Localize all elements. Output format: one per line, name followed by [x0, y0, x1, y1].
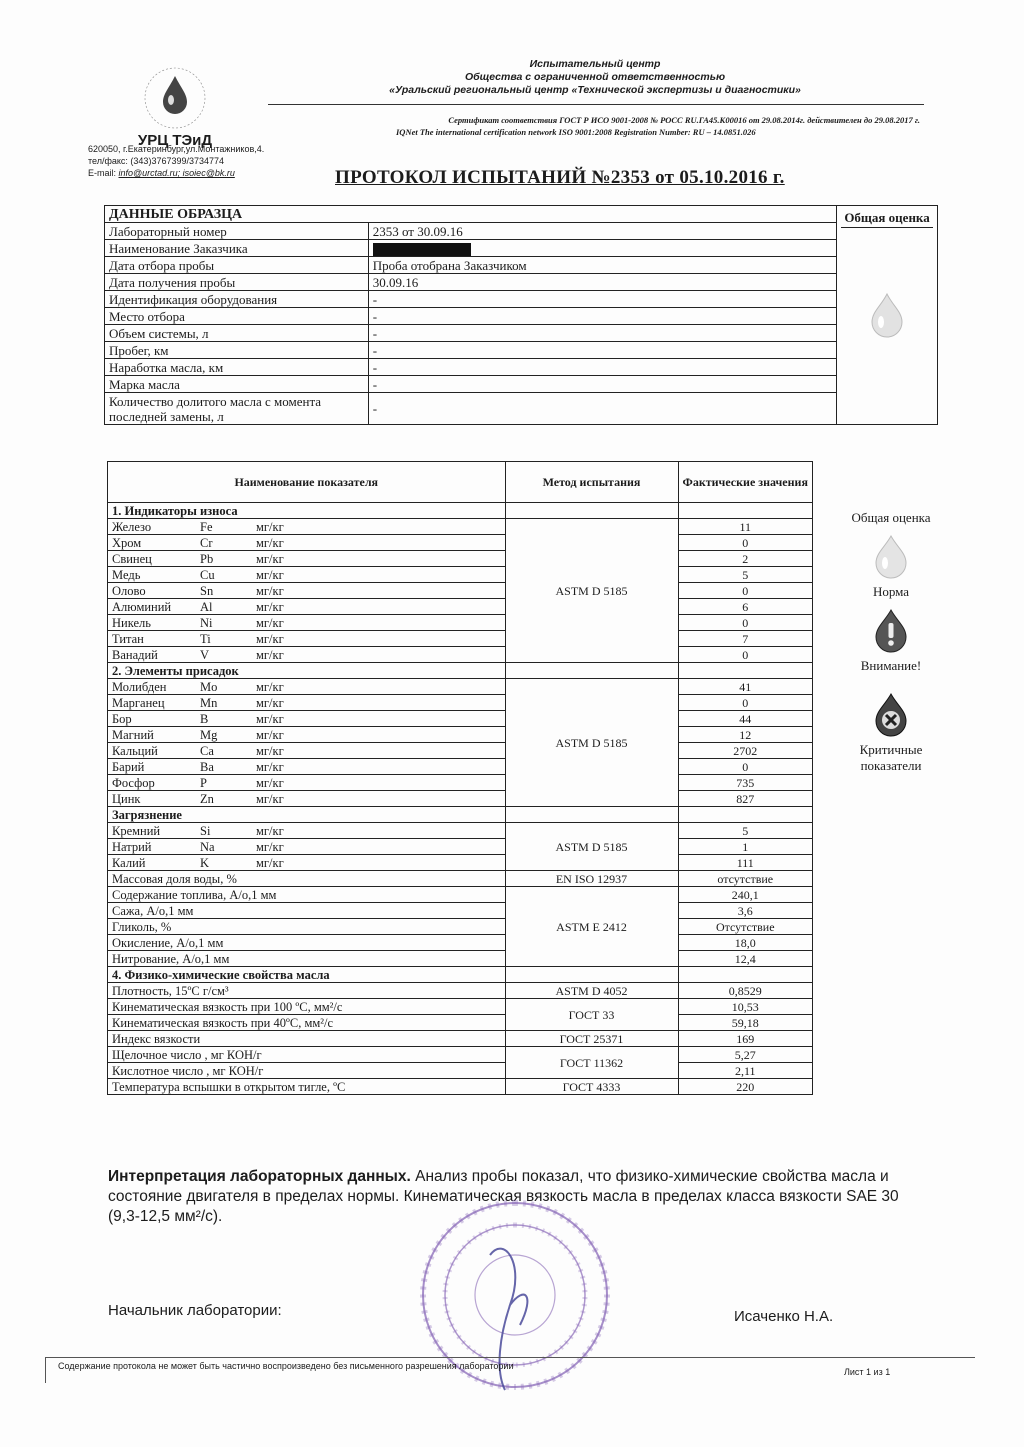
element-row — [108, 775, 506, 791]
method-cell: EN ISO 12937 — [505, 871, 678, 887]
email-label: E-mail: — [88, 168, 119, 178]
element-row — [108, 631, 506, 647]
element-row — [108, 695, 506, 711]
element-name: Фосфор — [112, 775, 155, 790]
result-value: 5,27 — [678, 1047, 813, 1063]
param-label: Индекс вязкости — [108, 1031, 506, 1047]
section-title: 4. Физико-химические свойства масла — [108, 967, 506, 983]
sample-label: Идентификация оборудования — [105, 291, 369, 308]
method-cell: ГОСТ 11362 — [505, 1047, 678, 1079]
sample-value: - — [368, 342, 836, 359]
org-line: Испытательный центр — [529, 58, 661, 70]
result-value: 5 — [678, 823, 813, 839]
method-cell: ASTM E 2412 — [505, 887, 678, 967]
logo-name: УРЦ ТЭиД — [137, 132, 213, 149]
water-label: Массовая доля воды, % — [108, 871, 506, 887]
param-label: Температура вспышки в открытом тигле, ºC — [108, 1079, 506, 1095]
element-symbol: B — [200, 711, 209, 726]
method-cell: ГОСТ 25371 — [505, 1031, 678, 1047]
legend-norm-label: Норма — [872, 584, 910, 599]
element-unit: мг/кг — [256, 695, 284, 710]
element-name: Медь — [112, 567, 141, 582]
drop-logo-icon — [135, 60, 215, 130]
legend-critical — [838, 690, 944, 774]
empty-cell — [505, 503, 678, 519]
email-value: info@urctad.ru; isoiec@bk.ru — [118, 168, 235, 178]
interpretation-title: Интерпретация лабораторных данных. — [108, 1168, 411, 1185]
result-value: 6 — [678, 599, 813, 615]
sample-label: Объем системы, л — [105, 325, 369, 342]
assessment-legend — [838, 510, 944, 780]
result-value: 18,0 — [678, 935, 813, 951]
result-value: 0 — [678, 583, 813, 599]
method-cell: ASTM D 5185 — [505, 823, 678, 871]
param-label: Содержание топлива, А/о,1 мм — [108, 887, 506, 903]
header-divider — [268, 104, 924, 105]
result-value: 0 — [678, 535, 813, 551]
overall-assessment-label: Общая оценка — [841, 206, 933, 228]
cert-line: IQNet The international certification network ISO 9001:2008 Registration Number: RU – 14.0851.026 — [396, 127, 756, 137]
element-symbol: Mg — [200, 727, 218, 742]
element-name: Алюминий — [112, 599, 172, 614]
section-title: Загрязнение — [108, 807, 506, 823]
element-unit: мг/кг — [256, 583, 284, 598]
element-row — [108, 583, 506, 599]
element-unit: мг/кг — [256, 599, 284, 614]
element-name: Кальций — [112, 743, 158, 758]
element-symbol: Ni — [200, 615, 213, 630]
element-unit: мг/кг — [256, 567, 284, 582]
element-row — [108, 791, 506, 807]
result-value: 240,1 — [678, 887, 813, 903]
element-symbol: Mn — [200, 695, 218, 710]
element-row — [108, 679, 506, 695]
element-symbol: K — [200, 855, 210, 870]
element-row — [108, 567, 506, 583]
result-value: 59,18 — [678, 1015, 813, 1031]
result-value: 5 — [678, 567, 813, 583]
element-symbol: Cr — [200, 535, 213, 550]
result-value: 0 — [678, 759, 813, 775]
element-row — [108, 551, 506, 567]
element-unit: мг/кг — [256, 791, 284, 806]
element-symbol: Fe — [200, 519, 213, 534]
element-row — [108, 647, 506, 663]
element-symbol: Zn — [200, 791, 214, 806]
element-row — [108, 839, 506, 855]
element-symbol: Na — [200, 839, 215, 854]
test-results-table — [107, 461, 813, 1095]
address-line: 620050, г.Екатеринбург,ул.Монтажников,4. — [88, 144, 265, 154]
param-label: Окисление, А/о,1 мм — [108, 935, 506, 951]
legend-norm — [838, 532, 944, 600]
result-value: 0 — [678, 647, 813, 663]
result-value: 10,53 — [678, 999, 813, 1015]
element-unit: мг/кг — [256, 759, 284, 774]
element-row — [108, 599, 506, 615]
element-row — [108, 823, 506, 839]
result-value: Отсутствие — [678, 919, 813, 935]
element-symbol: P — [200, 775, 207, 790]
result-value: 11 — [678, 519, 813, 535]
param-label: Кинематическая вязкость при 40ºC, мм²/с — [108, 1015, 506, 1031]
method-cell: ASTM D 5185 — [505, 519, 678, 663]
method-cell: ГОСТ 4333 — [505, 1079, 678, 1095]
legend-attention — [838, 606, 944, 674]
grey-drop-icon — [864, 290, 910, 340]
param-label: Кислотное число , мг КОН/г — [108, 1063, 506, 1079]
element-unit: мг/кг — [256, 519, 284, 534]
element-row — [108, 615, 506, 631]
element-name: Никель — [112, 615, 151, 630]
element-symbol: Al — [200, 599, 213, 614]
sample-section-title: ДАННЫЕ ОБРАЗЦА — [105, 206, 837, 223]
method-cell: ГОСТ 33 — [505, 999, 678, 1031]
sample-label: Наработка масла, км — [105, 359, 369, 376]
element-row — [108, 727, 506, 743]
result-value: 3,6 — [678, 903, 813, 919]
element-name: Ванадий — [112, 647, 158, 662]
param-label: Кинематическая вязкость при 100 ºC, мм²/с — [108, 999, 506, 1015]
element-name: Цинк — [112, 791, 141, 806]
result-value: 827 — [678, 791, 813, 807]
param-label: Плотность, 15ºC г/см³ — [108, 983, 506, 999]
element-row — [108, 743, 506, 759]
section-title: 1. Индикаторы износа — [108, 503, 506, 519]
cert-line: Сертификат соответствия ГОСТ Р ИСО 9001-2008 № РОСС RU.ГА45.К00016 от 29.08.2014г. действителен до 29.08.2017 г. — [448, 115, 920, 125]
result-value: 12,4 — [678, 951, 813, 967]
email-line — [88, 167, 264, 179]
company-logo — [120, 60, 230, 149]
element-symbol: Pb — [200, 551, 214, 566]
phone-line: тел/факс: (343)3767399/3734774 — [88, 156, 225, 166]
element-name: Бор — [112, 711, 132, 726]
element-symbol: Ti — [200, 631, 211, 646]
protocol-title: ПРОТОКОЛ ИСПЫТАНИЙ №2353 от 05.10.2016 г. — [335, 167, 785, 188]
element-symbol: Sn — [200, 583, 214, 598]
sample-value: Проба отобрана Заказчиком — [368, 257, 836, 274]
customer-name-redacted — [368, 240, 836, 257]
result-value: 735 — [678, 775, 813, 791]
sample-label: Лабораторный номер — [105, 223, 369, 240]
element-unit: мг/кг — [256, 615, 284, 630]
legend-critical-label: Критичные показатели — [859, 742, 923, 773]
footer-notice: Содержание протокола не может быть частично воспроизведено без письменного разрешения лаборатории — [58, 1361, 514, 1371]
element-symbol: Ba — [200, 759, 214, 774]
redaction-bar — [373, 243, 471, 256]
element-unit: мг/кг — [256, 711, 284, 726]
sample-label: Пробег, км — [105, 342, 369, 359]
element-name: Марганец — [112, 695, 165, 710]
element-unit: мг/кг — [256, 855, 284, 870]
empty-cell — [505, 663, 678, 679]
element-unit: мг/кг — [256, 775, 284, 790]
element-unit: мг/кг — [256, 679, 284, 694]
sample-label: Дата отбора пробы — [105, 257, 369, 274]
org-line: Общества с ограниченной ответственностью — [464, 71, 726, 83]
result-value: 169 — [678, 1031, 813, 1047]
sample-data-table — [104, 205, 938, 425]
element-symbol: Si — [200, 823, 211, 838]
result-value: 7 — [678, 631, 813, 647]
sample-value: - — [368, 393, 836, 425]
element-row — [108, 519, 506, 535]
sample-value: - — [368, 359, 836, 376]
norm-drop-icon — [869, 532, 913, 580]
element-name: Свинец — [112, 551, 152, 566]
empty-cell — [678, 663, 813, 679]
element-symbol: Mo — [200, 679, 218, 694]
element-row — [108, 759, 506, 775]
element-name: Кремний — [112, 823, 161, 838]
element-unit: мг/кг — [256, 743, 284, 758]
result-value: 0,8529 — [678, 983, 813, 999]
result-value: 44 — [678, 711, 813, 727]
element-row — [108, 855, 506, 871]
empty-cell — [505, 967, 678, 983]
result-value: 0 — [678, 695, 813, 711]
attention-drop-icon — [869, 606, 913, 654]
element-name: Барий — [112, 759, 145, 774]
sample-value: - — [368, 325, 836, 342]
element-unit: мг/кг — [256, 647, 284, 662]
sample-value: 2353 от 30.09.16 — [368, 223, 836, 240]
element-symbol: V — [200, 647, 210, 662]
result-value: 220 — [678, 1079, 813, 1095]
signature-role: Начальник лаборатории: — [108, 1302, 282, 1319]
result-value: 41 — [678, 679, 813, 695]
method-cell: ASTM D 4052 — [505, 983, 678, 999]
element-name: Железо — [112, 519, 152, 534]
org-line: «Уральский региональный центр «Технической экспертизы и диагностики» — [389, 84, 801, 96]
result-value: 111 — [678, 855, 813, 871]
overall-assessment-cell — [837, 206, 938, 425]
certificate-info — [300, 114, 920, 138]
result-value: 2 — [678, 551, 813, 567]
sample-label: Количество долитого масла с момента последней замены, л — [105, 393, 369, 425]
footer-divider — [45, 1357, 975, 1358]
sample-label: Марка масла — [105, 376, 369, 393]
element-name: Магний — [112, 727, 154, 742]
sample-value: - — [368, 308, 836, 325]
organization-header — [270, 58, 920, 97]
section-title: 2. Элементы присадок — [108, 663, 506, 679]
element-name: Хром — [112, 535, 142, 550]
sample-value: - — [368, 291, 836, 308]
result-value: 0 — [678, 615, 813, 631]
element-unit: мг/кг — [256, 823, 284, 838]
param-label: Сажа, А/о,1 мм — [108, 903, 506, 919]
param-label: Нитрование, А/о,1 мм — [108, 951, 506, 967]
param-label: Гликоль, % — [108, 919, 506, 935]
element-row — [108, 535, 506, 551]
element-name: Олово — [112, 583, 146, 598]
result-value: 2702 — [678, 743, 813, 759]
company-address — [88, 143, 264, 179]
empty-cell — [678, 503, 813, 519]
col-header-value: Фактические значения — [678, 462, 813, 503]
footer-divider-vertical — [45, 1357, 46, 1383]
element-symbol: Ca — [200, 743, 214, 758]
element-name: Калий — [112, 855, 146, 870]
element-name: Молибден — [112, 679, 167, 694]
legend-overall: Общая оценка — [851, 510, 931, 525]
sample-label: Дата получения пробы — [105, 274, 369, 291]
empty-cell — [505, 807, 678, 823]
legend-attention-label: Внимание! — [860, 658, 922, 673]
col-header-name: Наименование показателя — [108, 462, 506, 503]
result-value: отсутствие — [678, 871, 813, 887]
element-unit: мг/кг — [256, 551, 284, 566]
empty-cell — [678, 807, 813, 823]
element-row — [108, 711, 506, 727]
signature-name: Исаченко Н.А. — [734, 1308, 834, 1325]
result-value: 1 — [678, 839, 813, 855]
sample-label: Наименование Заказчика — [105, 240, 369, 257]
col-header-method: Метод испытания — [505, 462, 678, 503]
element-name: Натрий — [112, 839, 152, 854]
element-unit: мг/кг — [256, 727, 284, 742]
sample-label: Место отбора — [105, 308, 369, 325]
critical-drop-icon — [869, 690, 913, 738]
result-value: 12 — [678, 727, 813, 743]
param-label: Щелочное число , мг КОН/г — [108, 1047, 506, 1063]
page-number: Лист 1 из 1 — [844, 1367, 891, 1377]
element-unit: мг/кг — [256, 631, 284, 646]
empty-cell — [678, 967, 813, 983]
element-unit: мг/кг — [256, 839, 284, 854]
element-name: Титан — [112, 631, 144, 646]
sample-value: 30.09.16 — [368, 274, 836, 291]
result-value: 2,11 — [678, 1063, 813, 1079]
element-unit: мг/кг — [256, 535, 284, 550]
interpretation-text: Анализ пробы показал, что физико-химические свойства масла и состояние двигателя в пределах нормы. Кинематическая вязкость масла в пределах класса вязкости SAE 30 (9,3-12,5 мм²/с). — [108, 1168, 899, 1225]
sample-value: - — [368, 376, 836, 393]
element-symbol: Cu — [200, 567, 215, 582]
method-cell: ASTM D 5185 — [505, 679, 678, 807]
